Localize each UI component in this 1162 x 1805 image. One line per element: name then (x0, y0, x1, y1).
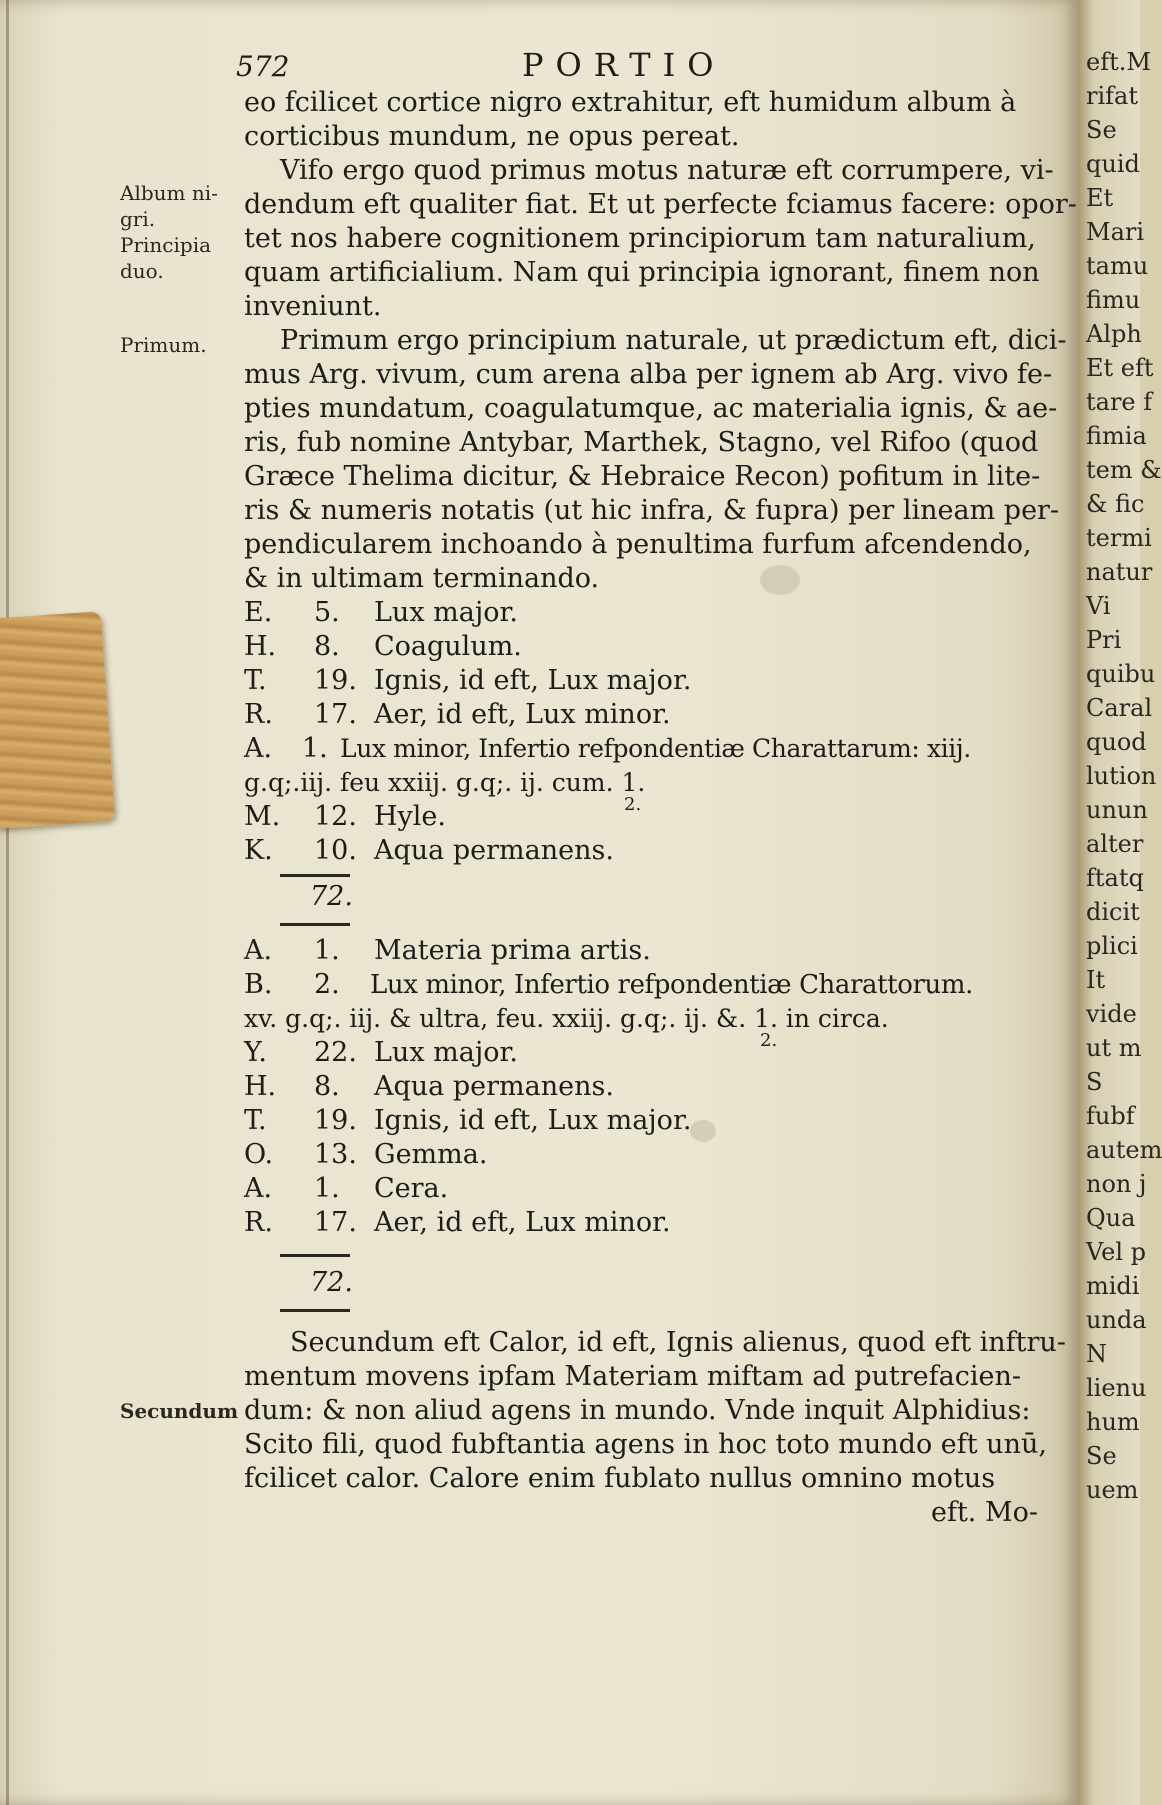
next-page-fragment: Qua (1086, 1204, 1136, 1232)
next-page-fragment: eft.M (1086, 48, 1151, 76)
text-line: quam artificialium. Nam qui principia ignorant, finem non (244, 257, 1040, 288)
list-item: H. 8. Aqua permanens. (244, 1071, 614, 1102)
next-page-edge (1078, 0, 1162, 1805)
next-page-fragment: midi (1086, 1272, 1140, 1300)
list-item: O. 13. Gemma. (244, 1139, 488, 1170)
next-page-fragment: Et eft (1086, 354, 1154, 382)
text-line: Primum ergo principium naturale, ut prædictum eft, dici- (280, 325, 1067, 356)
text-line: dum: & non aliud agens in mundo. Vnde inquit Alphidius: (244, 1395, 1031, 1426)
text-line: Græce Thelima dicitur, & Hebraice Recon) pofitum in lite- (244, 461, 1041, 492)
list-item: R. 17. Aer, id eft, Lux minor. (244, 699, 671, 730)
page-number: 572 (236, 50, 290, 83)
list-item: B. 2. Lux minor, Infertio refpondentiæ Charattorum. (244, 969, 973, 1000)
list-item: M. 12. Hyle. (244, 801, 446, 832)
next-page-fragment: quod (1086, 728, 1147, 756)
next-page-fragment: quibu (1086, 660, 1156, 688)
text-line: mus Arg. vivum, cum arena alba per ignem ab Arg. vivo fe- (244, 359, 1053, 390)
list-item: T. 19. Ignis, id eft, Lux major. (244, 665, 692, 696)
text-line: dendum eft qualiter fiat. Et ut perfecte fciamus facere: opor- (244, 189, 1077, 220)
next-page-fragment: unun (1086, 796, 1148, 824)
text-line: fcilicet calor. Calore enim fublato nullus omnino motus (244, 1463, 996, 1494)
next-page-fragment: alter (1086, 830, 1144, 858)
page-body (244, 86, 1077, 1530)
list-item: T. 19. Ignis, id eft, Lux major. (244, 1105, 692, 1136)
next-page-fragment: & fic (1086, 490, 1145, 518)
list-item: E. 5. Lux major. (244, 597, 518, 628)
margin-note-secundum: Secundum (120, 1399, 239, 1423)
fraction-denominator: 2. (624, 794, 642, 815)
next-page-fragment: tamu (1086, 252, 1149, 280)
page-header (236, 46, 1036, 86)
text-line: eo fcilicet cortice nigro extrahitur, eft humidum album à (244, 87, 1017, 118)
margin-note-primum: Primum. (120, 333, 207, 357)
next-page-fragment: Vi (1086, 592, 1111, 620)
next-page-fragment: rifat (1086, 82, 1138, 110)
list-item: A. 1. Cera. (244, 1173, 449, 1204)
next-page-fragment: natur (1086, 558, 1153, 586)
next-page-fragment: Pri (1086, 626, 1122, 654)
text-line: & in ultimam terminando. (244, 563, 600, 594)
sum-rule (280, 1254, 350, 1257)
text-line: mentum movens ipfam Materiam miftam ad putrefacien- (244, 1361, 1021, 1392)
list-item: R. 17. Aer, id eft, Lux minor. (244, 1207, 671, 1238)
next-page-fragment: fimu (1086, 286, 1141, 314)
next-page-fragment: Et (1086, 184, 1114, 212)
next-page-fragment: tem & (1086, 456, 1162, 484)
next-page-fragment: tare f (1086, 388, 1153, 416)
list-item: A. 1. Lux minor, Infertio refpondentiæ Charattarum: xiij. (244, 733, 971, 764)
text-line: ris & numeris notatis (ut hic infra, & fupra) per lineam per- (244, 495, 1060, 526)
running-head: PORTIO (522, 46, 726, 84)
next-page-fragment: S (1086, 1068, 1103, 1096)
next-page-fragment: lution (1086, 762, 1157, 790)
sum-total: 72. (310, 881, 353, 912)
next-page-fragment: hum (1086, 1408, 1140, 1436)
margin-note-album: Album ni- gri. Principia duo. (120, 181, 218, 283)
next-page-fragment: fubf (1086, 1102, 1135, 1130)
next-page-fragment: It (1086, 966, 1106, 994)
next-page-fragment: ftatq (1086, 864, 1144, 892)
next-page-fragment: Se (1086, 116, 1117, 144)
next-page-fragment: Se (1086, 1442, 1117, 1470)
fraction-denominator: 2. (760, 1030, 778, 1051)
next-page-fragment: non j (1086, 1170, 1147, 1198)
text-line: Scito fili, quod fubftantia agens in hoc toto mundo eft unū, (244, 1429, 1047, 1460)
page-edge-line (6, 0, 9, 1805)
list-item: Y. 22. Lux major. (244, 1037, 518, 1068)
next-page-fragment: fimia (1086, 422, 1147, 450)
next-page-fragment: N (1086, 1340, 1107, 1368)
next-page-fragment: vide (1086, 1000, 1137, 1028)
next-page-fragment: termi (1086, 524, 1152, 552)
next-page-fragment: quid (1086, 150, 1140, 178)
text-line: corticibus mundum, ne opus pereat. (244, 121, 740, 152)
text-line: ris, fub nomine Antybar, Marthek, Stagno, vel Rifoo (quod (244, 427, 1039, 458)
wooden-bookmark (0, 611, 115, 829)
text-line: Vifo ergo quod primus motus naturæ eft corrumpere, vi- (280, 155, 1054, 186)
text-line: pties mundatum, coagulatumque, ac materialia ignis, & ae- (244, 393, 1058, 424)
text-line: Secundum eft Calor, id eft, Ignis alienus, quod eft inftru- (290, 1327, 1066, 1358)
text-line: pendicularem inchoando à penultima furfum afcendendo, (244, 529, 1032, 560)
next-page-fragment: Alph (1086, 320, 1142, 348)
list-continuation: xv. g.q;. iij. & ultra, feu. xxiij. g.q;. ij. &. 1. in circa. 2. (244, 1002, 1044, 1036)
sum-total: 72. (310, 1267, 353, 1298)
next-page-fragment: ut m (1086, 1034, 1142, 1062)
text-line: tet nos habere cognitionem principiorum tam naturalium, (244, 223, 1036, 254)
list-item: H. 8. Coagulum. (244, 631, 522, 662)
next-page-fragment: unda (1086, 1306, 1147, 1334)
next-page-fragment: dicit (1086, 898, 1140, 926)
list-item: A. 1. Materia prima artis. (244, 935, 651, 966)
next-page-fragment: Vel p (1086, 1238, 1146, 1266)
list-continuation: g.q;.iij. feu xxiij. g.q;. ij. cum. 1. 2. (244, 766, 1044, 800)
catchword-line: eft. Mo- (930, 1497, 1038, 1528)
next-page-fragment: Mari (1086, 218, 1145, 246)
next-page-fragment: autem (1086, 1136, 1162, 1164)
next-page-fragment: uem (1086, 1476, 1139, 1504)
list-item: K. 10. Aqua permanens. (244, 835, 614, 866)
text-line: inveniunt. (244, 291, 382, 322)
next-page-fragment: Caral (1086, 694, 1153, 722)
next-page-fragment: plici (1086, 932, 1138, 960)
next-page-fragment: lienu (1086, 1374, 1147, 1402)
